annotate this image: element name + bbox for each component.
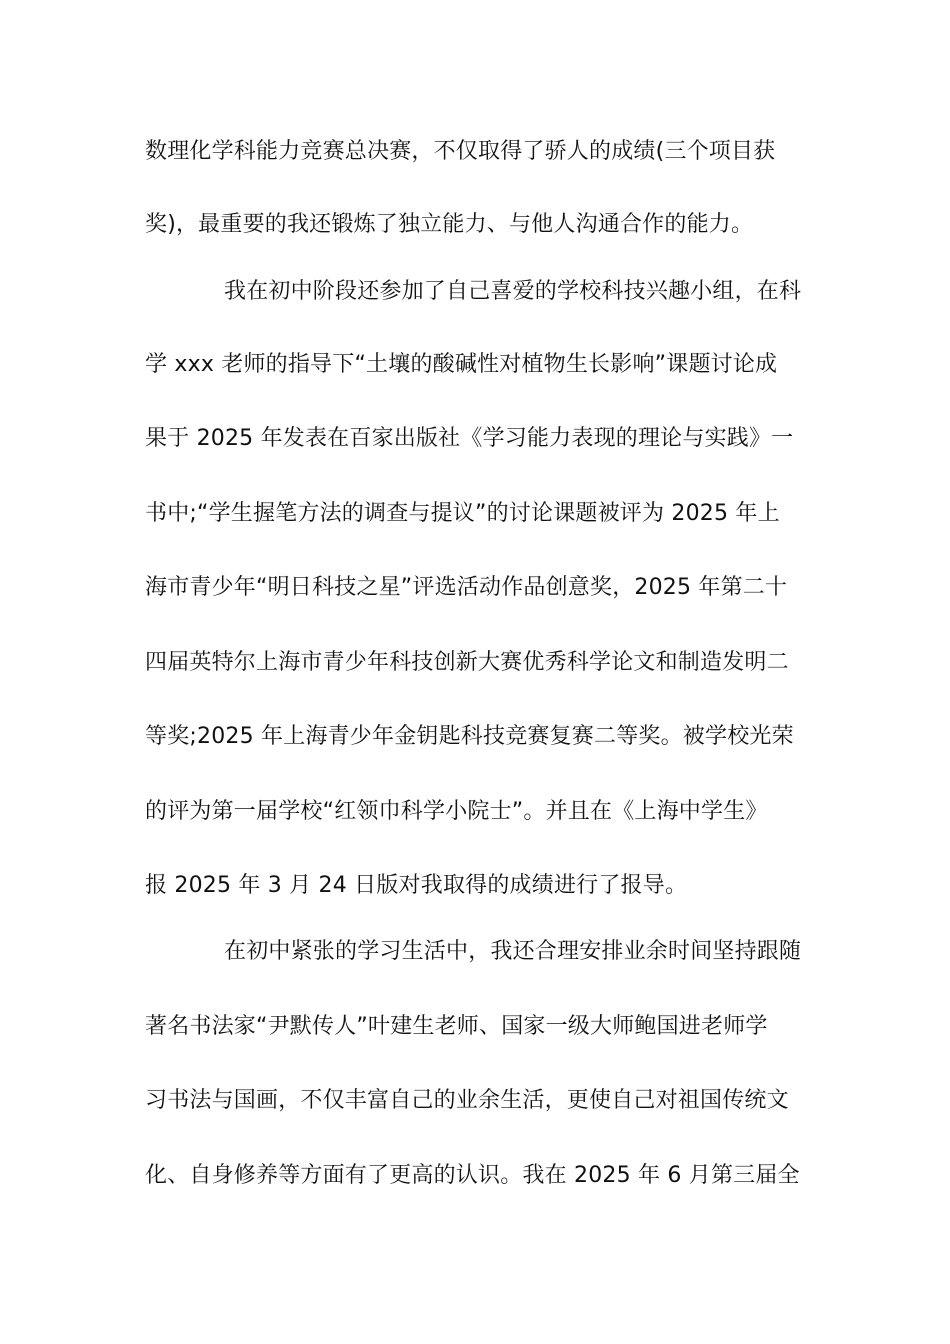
text-line: 著名书法家“尹默传人”叶建生老师、国家一级大师鲍国进老师学 xyxy=(145,1014,768,1039)
text-line: 奖)，最重要的我还锻炼了独立能力、与他人沟通合作的能力。 xyxy=(145,212,754,237)
paragraph-start-line: 在初中紧张的学习生活中，我还合理安排业余时间坚持跟随 xyxy=(224,939,802,964)
text-line: 四届英特尔上海市青少年科技创新大赛优秀科学论文和制造发明二 xyxy=(145,650,789,675)
paragraph-start-line: 我在初中阶段还参加了自己喜爱的学校科技兴趣小组，在科 xyxy=(224,279,802,304)
text-line: 的评为第一届学校“红领巾科学小院士”。并且在《上海中学生》 xyxy=(145,799,768,824)
text-line: 学 xxx 老师的指导下“土壤的酸碱性对植物生长影响”课题讨论成 xyxy=(145,352,778,377)
text-line: 书中;“学生握笔方法的调查与提议”的讨论课题被评为 2025 年上 xyxy=(145,501,780,526)
text-line: 数理化学科能力竞赛总决赛，不仅取得了骄人的成绩(三个项目获 xyxy=(145,139,776,164)
text-line: 果于 2025 年发表在百家出版社《学习能力表现的理论与实践》一 xyxy=(145,426,794,451)
text-line: 习书法与国画，不仅丰富自己的业余生活，更使自己对祖国传统文 xyxy=(145,1088,789,1113)
text-line: 化、自身修养等方面有了更高的认识。我在 2025 年 6 月第三届全 xyxy=(145,1163,800,1188)
text-line: 海市青少年“明日科技之星”评选活动作品创意奖，2025 年第二十 xyxy=(145,575,788,600)
text-line: 报 2025 年 3 月 24 日版对我取得的成绩进行了报导。 xyxy=(145,873,688,898)
text-line: 等奖;2025 年上海青少年金钥匙科技竞赛复赛二等奖。被学校光荣 xyxy=(145,724,794,749)
